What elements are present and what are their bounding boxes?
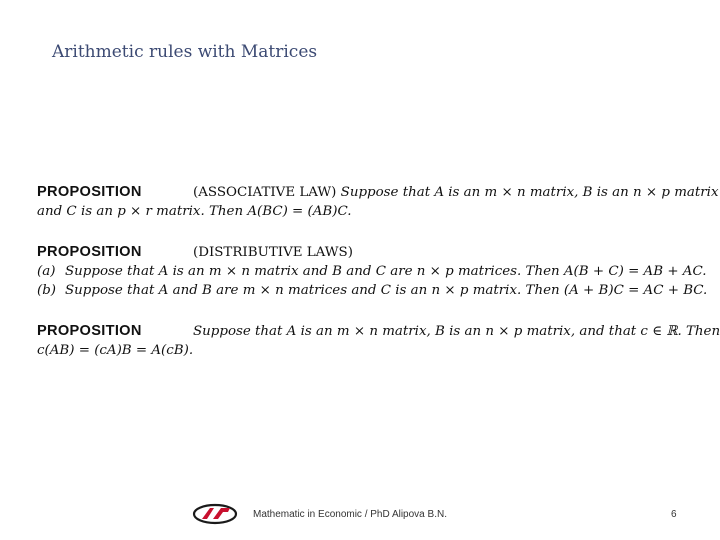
proposition-text: and C is an p × r matrix. Then A(BC) = (AB)C. [37,204,352,219]
law-name: (ASSOCIATIVE LAW) [193,185,337,200]
university-logo-icon [192,502,238,526]
proposition-keyword: PROPOSITION [37,323,142,339]
proposition-item-b [37,281,708,300]
proposition-keyword: PROPOSITION [37,184,142,200]
proposition-text: Suppose that A is an m × n matrix, B is an n × p matrix [340,185,719,200]
item-text: Suppose that A and B are m × n matrices and C is an n × p matrix. Then (A + B)C = AC + BC. [65,283,708,298]
item-text: Suppose that A is an m × n matrix and B and C are n × p matrices. Then A(B + C) = AB + AC. [65,264,707,279]
proposition-keyword: PROPOSITION [37,244,142,260]
proposition-item-a [37,262,705,281]
page-number: 6 [671,509,677,520]
slide-footer [0,502,720,526]
proposition-text: Suppose that A is an m × n matrix, B is an n × p matrix, and that c ∈ ℝ. Then [193,324,720,339]
proposition-line [37,243,705,262]
slide-title: Arithmetic rules with Matrices [52,42,318,62]
item-label: (a) [37,264,56,279]
proposition-scalar [37,322,720,360]
law-name: (DISTRIBUTIVE LAWS) [193,245,353,260]
item-label: (b) [37,283,57,298]
proposition-line [37,322,720,341]
footer-text: Mathematic in Economic / PhD Alipova B.N. [253,509,447,520]
proposition-line [37,183,719,202]
proposition-associative [37,183,719,221]
proposition-distributive [37,243,708,300]
proposition-text: c(AB) = (cA)B = A(cB). [37,343,194,358]
